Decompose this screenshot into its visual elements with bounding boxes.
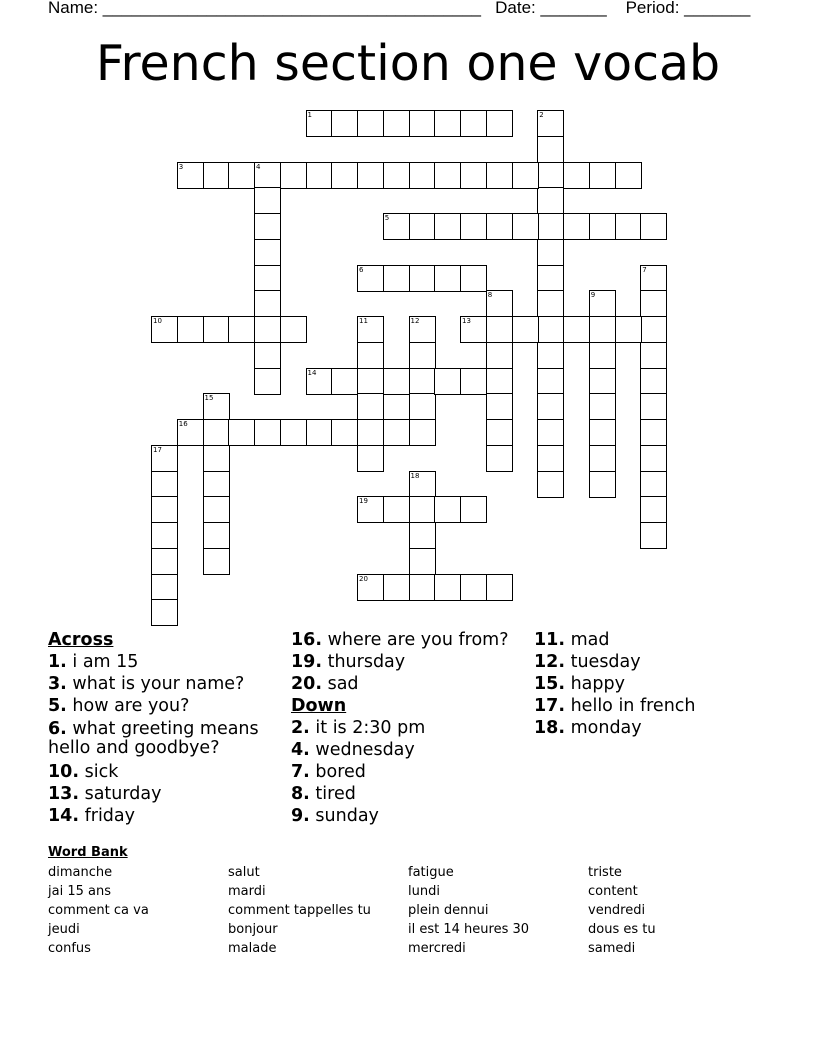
grid-cell[interactable] xyxy=(357,393,384,420)
clue-number: 8 xyxy=(487,291,493,300)
word-bank-item: content xyxy=(588,884,638,899)
grid-cell[interactable] xyxy=(254,213,281,240)
clues-column-2 xyxy=(291,629,521,827)
grid-cell[interactable] xyxy=(640,522,667,549)
word-bank-item: comment tappelles tu xyxy=(228,903,371,918)
grid-cell[interactable] xyxy=(409,368,436,395)
grid-cell[interactable] xyxy=(537,471,564,498)
grid-cell[interactable] xyxy=(460,162,487,189)
grid-cell[interactable] xyxy=(280,162,307,189)
grid-cell[interactable] xyxy=(640,290,667,317)
grid-cell[interactable] xyxy=(383,496,410,523)
grid-cell[interactable] xyxy=(589,316,616,343)
grid-cell[interactable] xyxy=(357,342,384,369)
grid-cell[interactable] xyxy=(589,471,616,498)
grid-cell[interactable] xyxy=(563,162,590,189)
grid-cell[interactable] xyxy=(254,290,281,317)
grid-cell[interactable] xyxy=(537,368,564,395)
clue-number: 17 xyxy=(153,445,162,454)
grid-cell[interactable] xyxy=(434,162,461,189)
grid-cell[interactable] xyxy=(151,496,178,523)
clue-across-13: 13. saturday xyxy=(48,784,162,804)
grid-cell[interactable] xyxy=(640,368,667,395)
word-bank-title: Word Bank xyxy=(48,845,128,860)
grid-cell[interactable] xyxy=(640,471,667,498)
grid-cell[interactable] xyxy=(486,213,513,240)
grid-cell[interactable] xyxy=(640,342,667,369)
grid-cell[interactable] xyxy=(331,419,358,446)
grid-cell[interactable] xyxy=(203,393,230,420)
clue-number: 19 xyxy=(359,497,368,506)
word-bank-item: lundi xyxy=(408,884,440,899)
grid-cell[interactable] xyxy=(486,316,513,343)
clue-number: 2 xyxy=(539,111,544,119)
grid-cell[interactable] xyxy=(486,162,513,189)
grid-cell[interactable] xyxy=(537,187,564,214)
grid-cell[interactable] xyxy=(357,574,384,601)
grid-cell[interactable] xyxy=(486,110,513,137)
grid-cell[interactable] xyxy=(203,419,230,446)
page-title: French section one vocab xyxy=(95,35,721,92)
grid-cell[interactable] xyxy=(357,265,384,292)
grid-cell[interactable] xyxy=(409,471,436,498)
word-bank-item: fatigue xyxy=(408,865,454,880)
clue-number: 10 xyxy=(153,317,162,325)
clues-column-3 xyxy=(534,629,764,739)
grid-cell[interactable] xyxy=(486,445,513,472)
grid-cell[interactable] xyxy=(306,162,333,189)
clue-number: 1 xyxy=(307,111,312,119)
grid-cell[interactable] xyxy=(383,265,410,292)
grid-cell[interactable] xyxy=(460,213,487,240)
grid-cell[interactable] xyxy=(383,110,410,137)
grid-cell[interactable] xyxy=(151,522,178,549)
grid-cell[interactable] xyxy=(409,213,436,240)
grid-cell[interactable] xyxy=(589,213,616,240)
grid-cell[interactable] xyxy=(512,213,539,240)
grid-cell[interactable] xyxy=(589,342,616,369)
grid-cell[interactable] xyxy=(177,316,204,343)
word-bank-item: samedi xyxy=(588,941,636,956)
grid-cell[interactable] xyxy=(615,213,642,240)
grid-cell[interactable] xyxy=(434,496,461,523)
word-bank-column-1 xyxy=(48,863,149,958)
grid-cell[interactable] xyxy=(537,419,564,446)
clue-number: 16 xyxy=(178,420,188,428)
grid-cell[interactable] xyxy=(409,522,436,549)
grid-cell[interactable] xyxy=(640,496,667,523)
grid-cell[interactable] xyxy=(203,471,230,498)
grid-cell[interactable] xyxy=(409,316,436,343)
word-bank-item: dimanche xyxy=(48,865,113,880)
grid-cell[interactable] xyxy=(254,419,281,446)
grid-cell[interactable] xyxy=(203,162,230,189)
clue-down-2: 2. it is 2:30 pm xyxy=(291,718,426,738)
grid-cell[interactable] xyxy=(331,110,358,137)
grid-cell[interactable] xyxy=(486,393,513,420)
grid-cell[interactable] xyxy=(254,162,281,189)
grid-cell[interactable] xyxy=(203,496,230,523)
clue-across-19: 19. thursday xyxy=(291,652,406,672)
grid-cell[interactable] xyxy=(409,574,436,601)
grid-cell[interactable] xyxy=(537,342,564,369)
grid-cell[interactable] xyxy=(151,599,178,626)
clue-number: 14 xyxy=(307,368,317,377)
grid-cell[interactable] xyxy=(280,316,307,343)
grid-cell[interactable] xyxy=(615,162,642,189)
word-bank-item: vendredi xyxy=(588,903,646,918)
grid-cell[interactable] xyxy=(409,162,436,189)
grid-cell[interactable] xyxy=(228,162,255,189)
word-bank-item: jeudi xyxy=(48,922,80,937)
grid-cell[interactable] xyxy=(228,316,255,343)
grid-cell[interactable] xyxy=(306,419,333,446)
grid-cell[interactable] xyxy=(434,265,461,292)
clue-down-12: 12. tuesday xyxy=(534,652,641,672)
grid-cell[interactable] xyxy=(615,316,642,343)
grid-cell[interactable] xyxy=(460,574,487,601)
clue-number: 4 xyxy=(256,162,261,171)
grid-cell[interactable] xyxy=(151,445,178,472)
grid-cell[interactable] xyxy=(306,368,333,395)
grid-cell[interactable] xyxy=(409,342,436,369)
clue-number: 6 xyxy=(359,265,364,274)
grid-cell[interactable] xyxy=(383,368,410,395)
grid-cell[interactable] xyxy=(640,316,667,343)
word-bank-item: dous es tu xyxy=(588,922,656,937)
word-bank-item: comment ca va xyxy=(48,903,149,918)
grid-cell[interactable] xyxy=(537,316,564,343)
grid-cell[interactable] xyxy=(460,496,487,523)
grid-cell[interactable] xyxy=(486,419,513,446)
grid-cell[interactable] xyxy=(383,574,410,601)
clue-down-8: 8. tired xyxy=(291,784,356,804)
word-bank-item: mercredi xyxy=(408,941,466,956)
grid-cell[interactable] xyxy=(640,393,667,420)
clue-across-5: 5. how are you? xyxy=(48,696,190,716)
grid-cell[interactable] xyxy=(203,548,230,575)
clue-number: 18 xyxy=(410,471,420,480)
clue-across-10: 10. sick xyxy=(48,762,119,782)
grid-cell[interactable] xyxy=(537,239,564,266)
grid-cell[interactable] xyxy=(357,368,384,395)
word-bank-item: malade xyxy=(228,941,277,956)
clue-number: 15 xyxy=(204,394,214,403)
grid-cell[interactable] xyxy=(409,265,436,292)
down-heading: Down xyxy=(291,696,347,716)
grid-cell[interactable] xyxy=(434,368,461,395)
grid-cell[interactable] xyxy=(151,574,178,601)
clue-across-16: 16. where are you from? xyxy=(291,630,509,650)
grid-cell[interactable] xyxy=(331,368,358,395)
clues-column-1 xyxy=(48,629,278,827)
grid-cell[interactable] xyxy=(434,213,461,240)
clue-across-20: 20. sad xyxy=(291,674,359,694)
grid-cell[interactable] xyxy=(203,445,230,472)
clue-across-14: 14. friday xyxy=(48,806,136,826)
grid-cell[interactable] xyxy=(512,162,539,189)
grid-cell[interactable] xyxy=(151,548,178,575)
grid-cell[interactable] xyxy=(486,574,513,601)
clue-number: 11 xyxy=(359,317,368,325)
grid-cell[interactable] xyxy=(203,316,230,343)
grid-cell[interactable] xyxy=(589,290,616,317)
grid-cell[interactable] xyxy=(357,445,384,472)
grid-cell[interactable] xyxy=(357,316,384,343)
grid-cell[interactable] xyxy=(331,162,358,189)
clue-down-18: 18. monday xyxy=(534,718,642,738)
grid-cell[interactable] xyxy=(409,110,436,137)
grid-cell[interactable] xyxy=(537,213,564,240)
grid-cell[interactable] xyxy=(589,393,616,420)
grid-cell[interactable] xyxy=(254,239,281,266)
grid-cell[interactable] xyxy=(177,419,204,446)
word-bank-item: jai 15 ans xyxy=(48,884,111,899)
clue-number: 7 xyxy=(642,265,647,274)
grid-cell[interactable] xyxy=(357,496,384,523)
grid-cell[interactable] xyxy=(357,419,384,446)
grid-cell[interactable] xyxy=(434,574,461,601)
clue-number: 5 xyxy=(384,214,390,222)
grid-cell[interactable] xyxy=(486,368,513,395)
word-bank-column-3 xyxy=(408,863,529,958)
grid-cell[interactable] xyxy=(589,162,616,189)
grid-cell[interactable] xyxy=(460,265,487,292)
grid-cell[interactable] xyxy=(486,290,513,317)
grid-cell[interactable] xyxy=(563,316,590,343)
grid-cell[interactable] xyxy=(409,393,436,420)
grid-cell[interactable] xyxy=(537,393,564,420)
grid-cell[interactable] xyxy=(357,110,384,137)
word-bank-item: il est 14 heures 30 xyxy=(408,922,530,937)
grid-cell[interactable] xyxy=(537,445,564,472)
grid-cell[interactable] xyxy=(254,316,281,343)
grid-cell[interactable] xyxy=(537,162,564,189)
grid-cell[interactable] xyxy=(280,419,307,446)
word-bank-column-4 xyxy=(588,863,656,958)
grid-cell[interactable] xyxy=(460,316,487,343)
grid-cell[interactable] xyxy=(486,342,513,369)
word-bank-item: plein dennui xyxy=(408,903,489,918)
clue-down-11: 11. mad xyxy=(534,630,610,650)
grid-cell[interactable] xyxy=(254,368,281,395)
header-line: Name: ________________________________________ Date: _______ Period: _______ xyxy=(48,0,751,17)
clue-number: 13 xyxy=(462,317,471,325)
clue-number: 9 xyxy=(590,291,596,300)
clue-number: 3 xyxy=(178,162,184,171)
word-bank-item: confus xyxy=(48,941,91,956)
grid-cell[interactable] xyxy=(383,213,410,240)
grid-cell[interactable] xyxy=(254,265,281,292)
clue-down-15: 15. happy xyxy=(534,674,625,694)
clue-across-3: 3. what is your name? xyxy=(48,674,245,694)
grid-cell[interactable] xyxy=(640,213,667,240)
grid-cell[interactable] xyxy=(203,522,230,549)
across-heading: Across xyxy=(48,630,114,650)
grid-cell[interactable] xyxy=(589,419,616,446)
grid-cell[interactable] xyxy=(640,265,667,292)
grid-cell[interactable] xyxy=(306,110,333,137)
grid-cell[interactable] xyxy=(640,445,667,472)
grid-cell[interactable] xyxy=(254,187,281,214)
grid-cell[interactable] xyxy=(563,213,590,240)
grid-cell[interactable] xyxy=(460,368,487,395)
word-bank-column-2 xyxy=(228,863,371,958)
word-bank-item: mardi xyxy=(228,884,266,899)
clue-down-9: 9. sunday xyxy=(291,806,379,826)
grid-cell[interactable] xyxy=(177,162,204,189)
grid-cell[interactable] xyxy=(512,316,539,343)
grid-cell[interactable] xyxy=(409,419,436,446)
grid-cell[interactable] xyxy=(460,110,487,137)
word-bank-item: bonjour xyxy=(228,922,278,937)
grid-cell[interactable] xyxy=(383,419,410,446)
grid-cell[interactable] xyxy=(537,290,564,317)
grid-cell[interactable] xyxy=(537,265,564,292)
grid-cell[interactable] xyxy=(151,471,178,498)
grid-cell[interactable] xyxy=(383,162,410,189)
grid-cell[interactable] xyxy=(409,496,436,523)
grid-cell[interactable] xyxy=(640,419,667,446)
grid-cell[interactable] xyxy=(254,342,281,369)
clue-number: 20 xyxy=(359,574,368,583)
grid-cell[interactable] xyxy=(589,445,616,472)
grid-cell[interactable] xyxy=(151,316,178,343)
grid-cell[interactable] xyxy=(537,110,564,137)
clue-across-6: 6. what greeting means hello and goodbye? xyxy=(48,719,259,758)
grid-cell[interactable] xyxy=(589,368,616,395)
clue-down-7: 7. bored xyxy=(291,762,366,782)
grid-cell[interactable] xyxy=(537,136,564,163)
clue-down-17: 17. hello in french xyxy=(534,696,696,716)
grid-cell[interactable] xyxy=(434,110,461,137)
clue-across-1: 1. i am 15 xyxy=(48,652,139,672)
word-bank-item: triste xyxy=(588,865,622,880)
clue-number: 12 xyxy=(410,317,420,325)
grid-cell[interactable] xyxy=(228,419,255,446)
grid-cell[interactable] xyxy=(357,162,384,189)
grid-cell[interactable] xyxy=(409,548,436,575)
clue-down-4: 4. wednesday xyxy=(291,740,415,760)
word-bank-item: salut xyxy=(228,865,260,880)
